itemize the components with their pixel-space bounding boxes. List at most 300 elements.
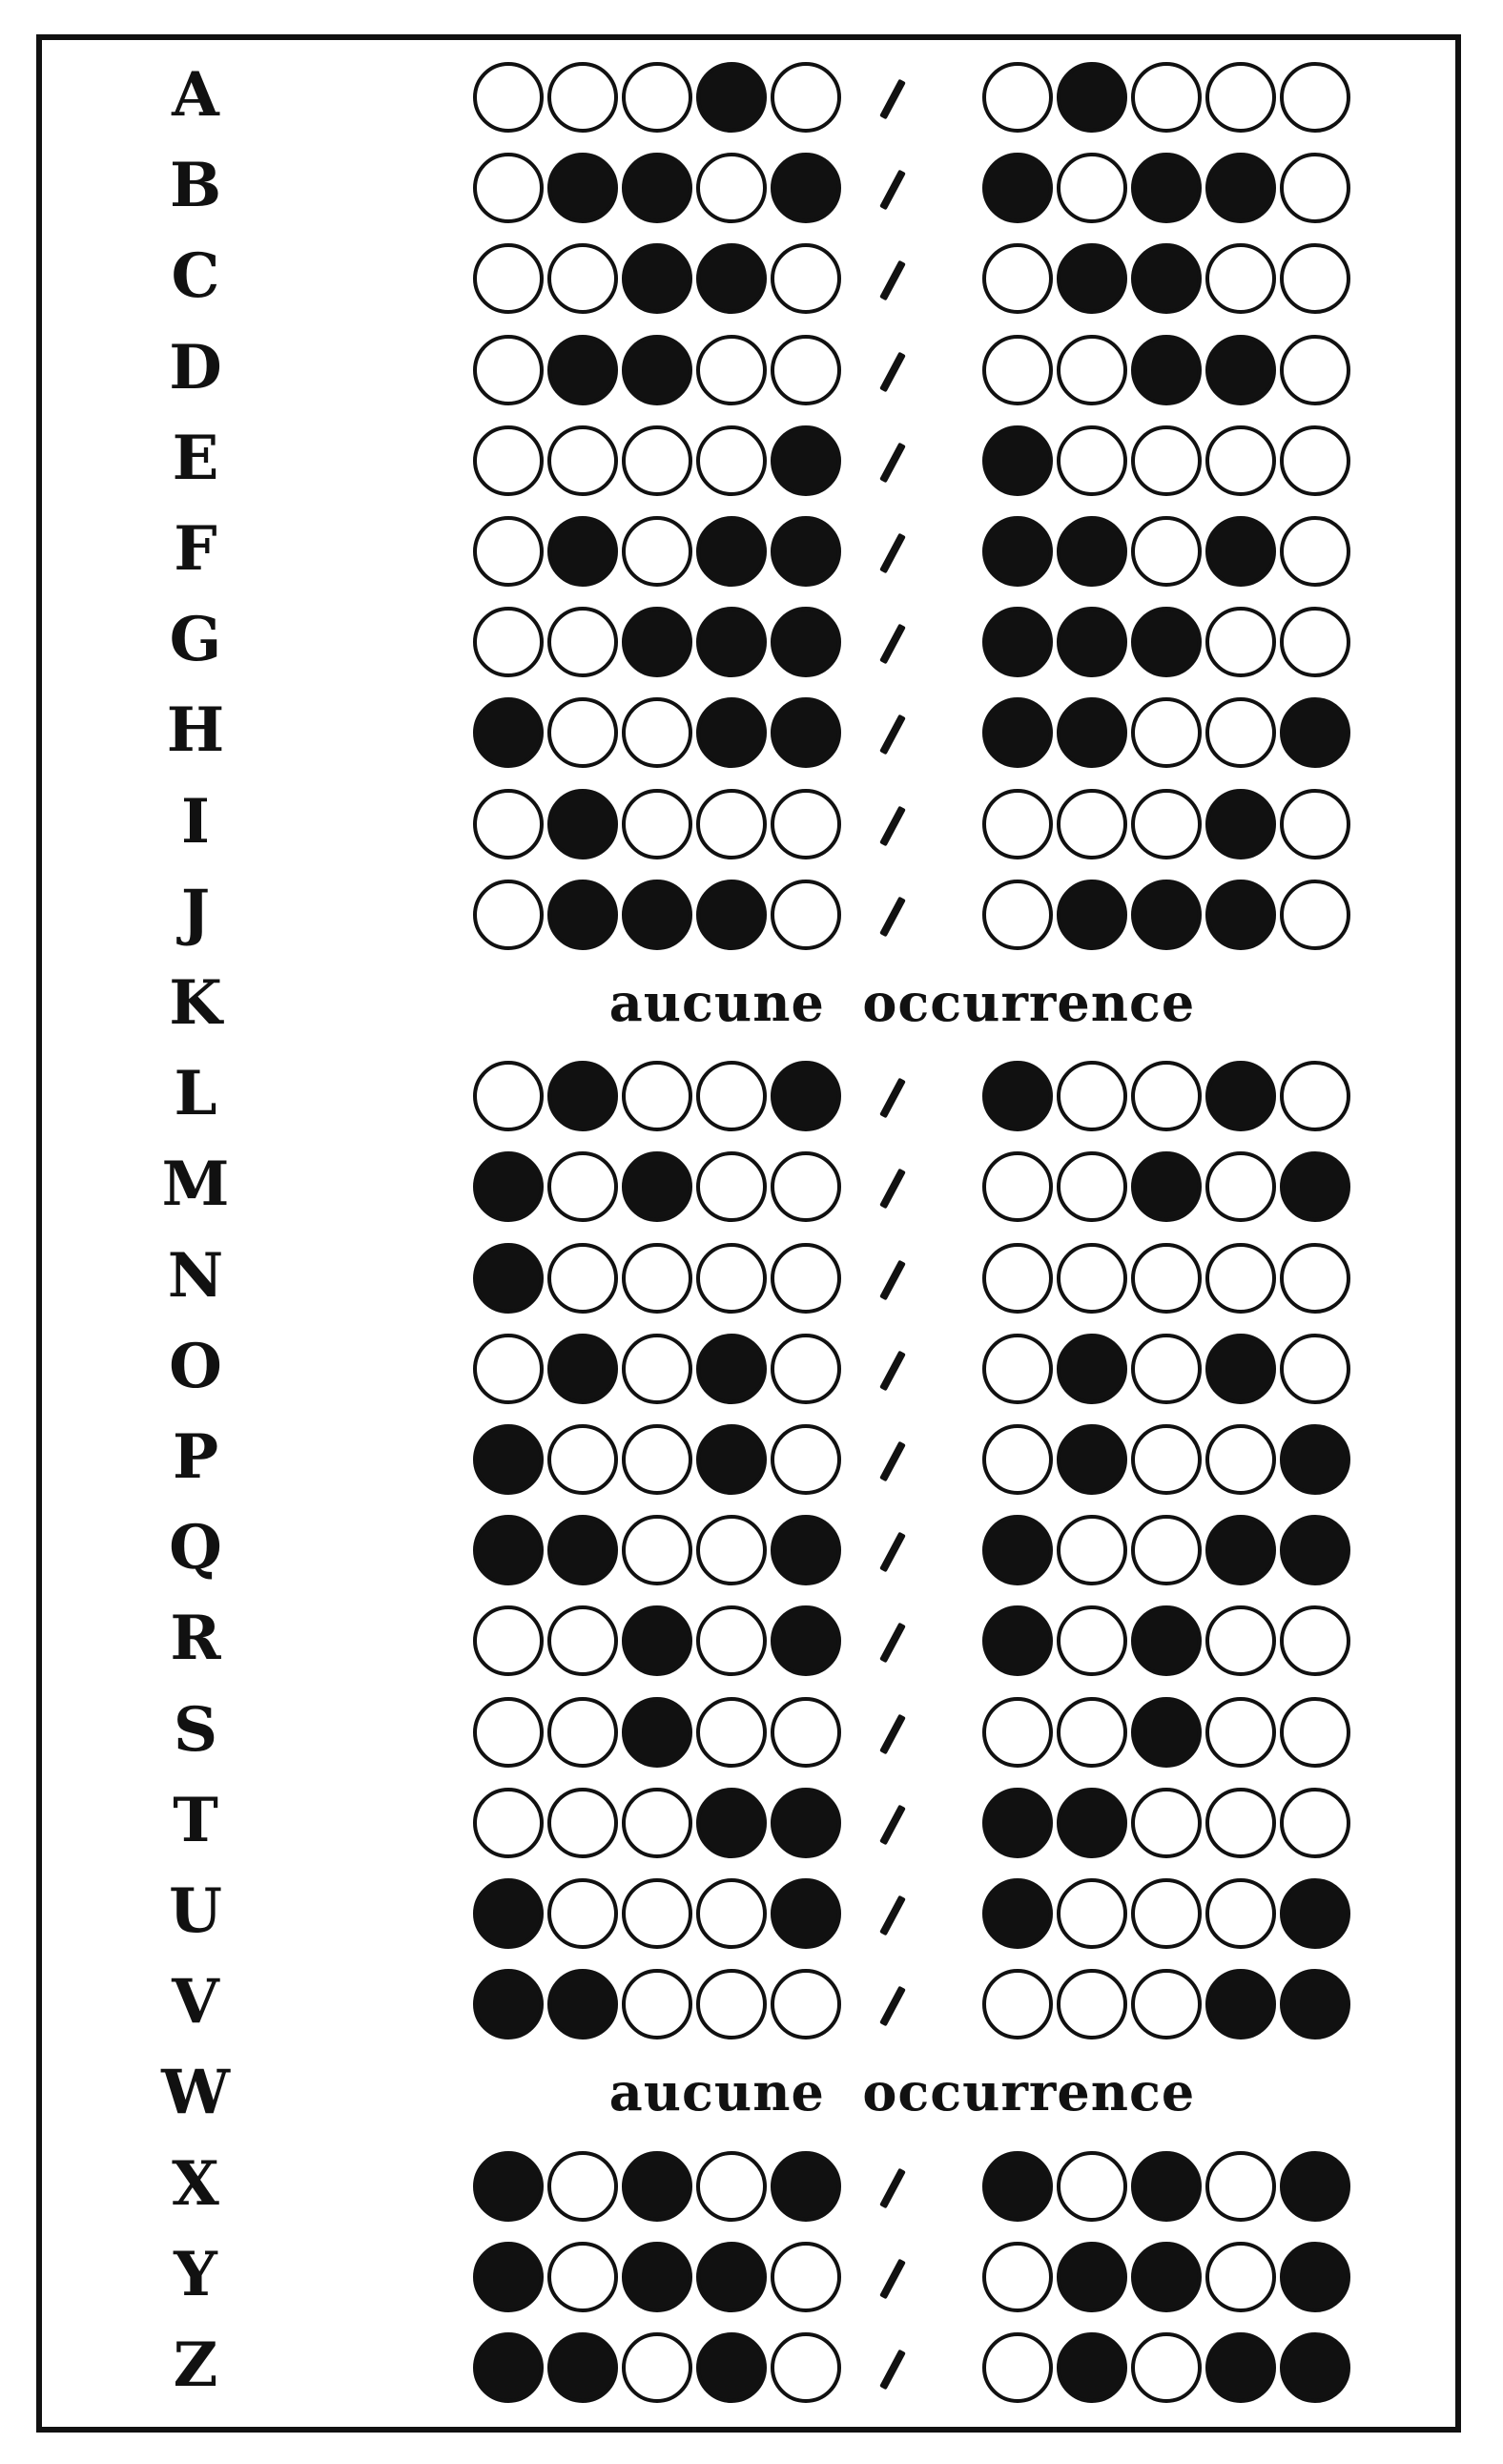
empty-dot bbox=[1057, 1605, 1127, 1676]
empty-dot bbox=[547, 1424, 618, 1495]
filled-dot bbox=[1205, 1969, 1276, 2040]
filled-dot bbox=[547, 1061, 618, 1131]
empty-dot bbox=[1131, 62, 1202, 133]
empty-dot bbox=[622, 1878, 692, 1949]
separator-slash bbox=[879, 1804, 906, 1845]
empty-dot bbox=[1280, 516, 1350, 587]
row-letter: L bbox=[174, 1058, 217, 1130]
empty-dot bbox=[982, 1151, 1053, 1222]
no-occurrence-note: aucune occurrence bbox=[608, 972, 1196, 1033]
separator-slash bbox=[879, 624, 906, 665]
empty-dot bbox=[1131, 1788, 1202, 1858]
filled-dot bbox=[1057, 2332, 1127, 2403]
filled-dot bbox=[1057, 243, 1127, 314]
empty-dot bbox=[771, 1697, 841, 1768]
empty-dot bbox=[1131, 1424, 1202, 1495]
separator-slash bbox=[879, 2167, 906, 2208]
filled-dot bbox=[696, 880, 767, 950]
table-row bbox=[0, 504, 1503, 594]
filled-dot bbox=[1205, 1334, 1276, 1404]
right-dot-pattern bbox=[982, 879, 1350, 947]
table-row bbox=[0, 1593, 1503, 1684]
right-dot-pattern bbox=[982, 1968, 1350, 2037]
separator-slash bbox=[879, 1350, 906, 1391]
filled-dot bbox=[1205, 2332, 1276, 2403]
filled-dot bbox=[473, 697, 544, 768]
row-letter: Q bbox=[169, 1512, 222, 1584]
empty-dot bbox=[547, 1878, 618, 1949]
table-row bbox=[0, 1866, 1503, 1957]
empty-dot bbox=[982, 1697, 1053, 1768]
filled-dot bbox=[1131, 153, 1202, 223]
row-letter: F bbox=[174, 513, 217, 585]
row-letter: M bbox=[161, 1149, 230, 1221]
table-row bbox=[0, 413, 1503, 504]
table-row bbox=[0, 2139, 1503, 2229]
empty-dot bbox=[1205, 1605, 1276, 1676]
table-row bbox=[0, 322, 1503, 413]
empty-dot bbox=[473, 62, 544, 133]
left-dot-pattern bbox=[473, 1242, 841, 1311]
empty-dot bbox=[771, 1424, 841, 1495]
separator-slash bbox=[879, 714, 906, 756]
empty-dot bbox=[1280, 1697, 1350, 1768]
filled-dot bbox=[473, 2242, 544, 2312]
empty-dot bbox=[1057, 1243, 1127, 1314]
filled-dot bbox=[696, 697, 767, 768]
empty-dot bbox=[696, 789, 767, 859]
empty-dot bbox=[1057, 2151, 1127, 2222]
filled-dot bbox=[771, 1878, 841, 1949]
filled-dot bbox=[696, 2242, 767, 2312]
empty-dot bbox=[771, 880, 841, 950]
empty-dot bbox=[1131, 425, 1202, 496]
table-row bbox=[0, 867, 1503, 958]
empty-dot bbox=[982, 880, 1053, 950]
filled-dot bbox=[1057, 607, 1127, 677]
separator-slash bbox=[879, 2258, 906, 2299]
table-row bbox=[0, 1048, 1503, 1139]
filled-dot bbox=[547, 153, 618, 223]
filled-dot bbox=[696, 62, 767, 133]
filled-dot bbox=[547, 1515, 618, 1585]
empty-dot bbox=[547, 1788, 618, 1858]
filled-dot bbox=[982, 425, 1053, 496]
empty-dot bbox=[1131, 2332, 1202, 2403]
empty-dot bbox=[622, 1788, 692, 1858]
filled-dot bbox=[622, 153, 692, 223]
empty-dot bbox=[1205, 2151, 1276, 2222]
filled-dot bbox=[1057, 1788, 1127, 1858]
empty-dot bbox=[622, 516, 692, 587]
separator-slash bbox=[879, 805, 906, 846]
right-dot-pattern bbox=[982, 788, 1350, 857]
left-dot-pattern bbox=[473, 1968, 841, 2037]
row-letter: W bbox=[161, 2057, 230, 2129]
filled-dot bbox=[982, 607, 1053, 677]
empty-dot bbox=[1205, 1424, 1276, 1495]
empty-dot bbox=[1131, 1878, 1202, 1949]
filled-dot bbox=[547, 1334, 618, 1404]
empty-dot bbox=[1205, 2242, 1276, 2312]
filled-dot bbox=[473, 1969, 544, 2040]
left-dot-pattern bbox=[473, 61, 841, 130]
empty-dot bbox=[696, 1061, 767, 1131]
right-dot-pattern bbox=[982, 696, 1350, 765]
empty-dot bbox=[622, 425, 692, 496]
filled-dot bbox=[982, 153, 1053, 223]
empty-dot bbox=[1057, 335, 1127, 405]
left-dot-pattern bbox=[473, 1150, 841, 1219]
empty-dot bbox=[1205, 1151, 1276, 1222]
right-dot-pattern bbox=[982, 1605, 1350, 1673]
empty-dot bbox=[473, 1697, 544, 1768]
filled-dot bbox=[982, 2151, 1053, 2222]
left-dot-pattern bbox=[473, 788, 841, 857]
filled-dot bbox=[982, 516, 1053, 587]
filled-dot bbox=[1131, 607, 1202, 677]
filled-dot bbox=[473, 1424, 544, 1495]
empty-dot bbox=[473, 789, 544, 859]
empty-dot bbox=[547, 2151, 618, 2222]
filled-dot bbox=[1057, 2242, 1127, 2312]
separator-slash bbox=[879, 1078, 906, 1119]
empty-dot bbox=[622, 1424, 692, 1495]
separator-slash bbox=[879, 1169, 906, 1210]
empty-dot bbox=[1280, 789, 1350, 859]
filled-dot bbox=[473, 1878, 544, 1949]
empty-dot bbox=[696, 1515, 767, 1585]
empty-dot bbox=[982, 243, 1053, 314]
empty-dot bbox=[1057, 1878, 1127, 1949]
table-row bbox=[0, 50, 1503, 140]
filled-dot bbox=[771, 607, 841, 677]
left-dot-pattern bbox=[473, 1514, 841, 1583]
table-row bbox=[0, 1139, 1503, 1230]
empty-dot bbox=[1280, 62, 1350, 133]
empty-dot bbox=[982, 789, 1053, 859]
separator-slash bbox=[879, 351, 906, 392]
empty-dot bbox=[1131, 1334, 1202, 1404]
separator-slash bbox=[879, 170, 906, 211]
separator-slash bbox=[879, 896, 906, 937]
row-letter: E bbox=[172, 422, 219, 494]
left-dot-pattern bbox=[473, 334, 841, 403]
empty-dot bbox=[1057, 1969, 1127, 2040]
filled-dot bbox=[1205, 880, 1276, 950]
empty-dot bbox=[473, 335, 544, 405]
row-letter: C bbox=[171, 240, 220, 313]
filled-dot bbox=[1131, 335, 1202, 405]
filled-dot bbox=[1057, 62, 1127, 133]
empty-dot bbox=[1205, 1697, 1276, 1768]
row-letter: D bbox=[169, 331, 222, 404]
right-dot-pattern bbox=[982, 152, 1350, 220]
left-dot-pattern bbox=[473, 1060, 841, 1128]
empty-dot bbox=[771, 62, 841, 133]
filled-dot bbox=[622, 1605, 692, 1676]
table-row bbox=[0, 958, 1503, 1048]
left-dot-pattern bbox=[473, 152, 841, 220]
filled-dot bbox=[622, 2242, 692, 2312]
empty-dot bbox=[1131, 697, 1202, 768]
empty-dot bbox=[473, 607, 544, 677]
empty-dot bbox=[1280, 880, 1350, 950]
empty-dot bbox=[696, 153, 767, 223]
right-dot-pattern bbox=[982, 1514, 1350, 1583]
empty-dot bbox=[982, 2332, 1053, 2403]
right-dot-pattern bbox=[982, 2331, 1350, 2400]
empty-dot bbox=[1057, 153, 1127, 223]
row-letter: B bbox=[169, 150, 222, 222]
filled-dot bbox=[1131, 243, 1202, 314]
separator-slash bbox=[879, 1441, 906, 1482]
table-row bbox=[0, 2320, 1503, 2411]
empty-dot bbox=[547, 1605, 618, 1676]
filled-dot bbox=[771, 516, 841, 587]
left-dot-pattern bbox=[473, 424, 841, 493]
empty-dot bbox=[1205, 697, 1276, 768]
filled-dot bbox=[1280, 2151, 1350, 2222]
empty-dot bbox=[473, 153, 544, 223]
filled-dot bbox=[1205, 153, 1276, 223]
empty-dot bbox=[696, 1697, 767, 1768]
filled-dot bbox=[696, 1334, 767, 1404]
empty-dot bbox=[473, 1788, 544, 1858]
filled-dot bbox=[473, 2151, 544, 2222]
left-dot-pattern bbox=[473, 515, 841, 584]
row-letter: U bbox=[169, 1875, 222, 1947]
filled-dot bbox=[696, 2332, 767, 2403]
separator-slash bbox=[879, 1532, 906, 1573]
left-dot-pattern bbox=[473, 1605, 841, 1673]
empty-dot bbox=[771, 1243, 841, 1314]
empty-dot bbox=[1205, 243, 1276, 314]
empty-dot bbox=[771, 1151, 841, 1222]
table-row bbox=[0, 1775, 1503, 1866]
empty-dot bbox=[696, 1605, 767, 1676]
left-dot-pattern bbox=[473, 1877, 841, 1946]
empty-dot bbox=[622, 1334, 692, 1404]
filled-dot bbox=[622, 2151, 692, 2222]
empty-dot bbox=[1057, 789, 1127, 859]
filled-dot bbox=[771, 697, 841, 768]
left-dot-pattern bbox=[473, 606, 841, 674]
row-letter: S bbox=[173, 1693, 218, 1766]
row-letter: N bbox=[167, 1239, 224, 1312]
empty-dot bbox=[696, 1151, 767, 1222]
left-dot-pattern bbox=[473, 2241, 841, 2309]
filled-dot bbox=[771, 2151, 841, 2222]
row-letter: I bbox=[181, 785, 210, 858]
table-row bbox=[0, 140, 1503, 231]
filled-dot bbox=[1280, 1151, 1350, 1222]
empty-dot bbox=[547, 62, 618, 133]
row-letter: V bbox=[172, 1966, 219, 2039]
right-dot-pattern bbox=[982, 1060, 1350, 1128]
empty-dot bbox=[1131, 1061, 1202, 1131]
filled-dot bbox=[1205, 1515, 1276, 1585]
empty-dot bbox=[622, 1061, 692, 1131]
separator-slash bbox=[879, 79, 906, 120]
table-row bbox=[0, 1231, 1503, 1321]
separator-slash bbox=[879, 1986, 906, 2027]
filled-dot bbox=[696, 607, 767, 677]
filled-dot bbox=[982, 1061, 1053, 1131]
empty-dot bbox=[547, 1697, 618, 1768]
empty-dot bbox=[1205, 1788, 1276, 1858]
empty-dot bbox=[622, 2332, 692, 2403]
filled-dot bbox=[1205, 516, 1276, 587]
table-row bbox=[0, 2047, 1503, 2138]
no-occurrence-note: aucune occurrence bbox=[608, 2061, 1196, 2123]
empty-dot bbox=[1057, 1515, 1127, 1585]
right-dot-pattern bbox=[982, 424, 1350, 493]
row-letter: A bbox=[172, 59, 219, 131]
empty-dot bbox=[771, 243, 841, 314]
separator-slash bbox=[879, 1895, 906, 1936]
empty-dot bbox=[547, 1151, 618, 1222]
row-letter: P bbox=[172, 1421, 219, 1493]
table-row bbox=[0, 231, 1503, 321]
empty-dot bbox=[771, 335, 841, 405]
empty-dot bbox=[982, 1243, 1053, 1314]
empty-dot bbox=[1205, 1878, 1276, 1949]
empty-dot bbox=[547, 425, 618, 496]
table-row bbox=[0, 776, 1503, 867]
empty-dot bbox=[982, 1969, 1053, 2040]
table-row bbox=[0, 2229, 1503, 2320]
empty-dot bbox=[1280, 335, 1350, 405]
filled-dot bbox=[982, 697, 1053, 768]
filled-dot bbox=[1131, 1605, 1202, 1676]
filled-dot bbox=[696, 1424, 767, 1495]
filled-dot bbox=[982, 1605, 1053, 1676]
filled-dot bbox=[547, 789, 618, 859]
left-dot-pattern bbox=[473, 2331, 841, 2400]
filled-dot bbox=[1131, 2242, 1202, 2312]
filled-dot bbox=[1280, 697, 1350, 768]
row-letter: X bbox=[172, 2147, 219, 2220]
empty-dot bbox=[1057, 425, 1127, 496]
empty-dot bbox=[473, 516, 544, 587]
right-dot-pattern bbox=[982, 1877, 1350, 1946]
empty-dot bbox=[982, 1334, 1053, 1404]
right-dot-pattern bbox=[982, 1696, 1350, 1765]
left-dot-pattern bbox=[473, 1787, 841, 1855]
separator-slash bbox=[879, 442, 906, 483]
filled-dot bbox=[982, 1878, 1053, 1949]
separator-slash bbox=[879, 1259, 906, 1300]
empty-dot bbox=[473, 1605, 544, 1676]
empty-dot bbox=[771, 1969, 841, 2040]
empty-dot bbox=[1205, 62, 1276, 133]
left-dot-pattern bbox=[473, 2150, 841, 2219]
row-letter: T bbox=[173, 1784, 218, 1856]
filled-dot bbox=[547, 2332, 618, 2403]
left-dot-pattern bbox=[473, 696, 841, 765]
filled-dot bbox=[1280, 1969, 1350, 2040]
right-dot-pattern bbox=[982, 1150, 1350, 1219]
empty-dot bbox=[1280, 1605, 1350, 1676]
left-dot-pattern bbox=[473, 1696, 841, 1765]
right-dot-pattern bbox=[982, 1423, 1350, 1492]
filled-dot bbox=[1057, 1334, 1127, 1404]
filled-dot bbox=[771, 425, 841, 496]
empty-dot bbox=[1205, 1243, 1276, 1314]
empty-dot bbox=[696, 425, 767, 496]
row-letter: Y bbox=[174, 2238, 217, 2310]
right-dot-pattern bbox=[982, 2150, 1350, 2219]
filled-dot bbox=[1280, 2242, 1350, 2312]
empty-dot bbox=[622, 697, 692, 768]
filled-dot bbox=[1205, 1061, 1276, 1131]
filled-dot bbox=[1205, 789, 1276, 859]
filled-dot bbox=[473, 2332, 544, 2403]
empty-dot bbox=[1057, 1061, 1127, 1131]
filled-dot bbox=[1131, 2151, 1202, 2222]
filled-dot bbox=[771, 1788, 841, 1858]
empty-dot bbox=[473, 425, 544, 496]
empty-dot bbox=[622, 1515, 692, 1585]
filled-dot bbox=[547, 516, 618, 587]
filled-dot bbox=[1131, 1151, 1202, 1222]
table-row bbox=[0, 1502, 1503, 1593]
empty-dot bbox=[696, 2151, 767, 2222]
right-dot-pattern bbox=[982, 61, 1350, 130]
filled-dot bbox=[696, 243, 767, 314]
empty-dot bbox=[696, 1969, 767, 2040]
filled-dot bbox=[1205, 335, 1276, 405]
right-dot-pattern bbox=[982, 1242, 1350, 1311]
empty-dot bbox=[473, 243, 544, 314]
empty-dot bbox=[1280, 1243, 1350, 1314]
empty-dot bbox=[622, 1243, 692, 1314]
empty-dot bbox=[1205, 607, 1276, 677]
row-letter: K bbox=[169, 967, 222, 1039]
empty-dot bbox=[547, 243, 618, 314]
filled-dot bbox=[1280, 1878, 1350, 1949]
empty-dot bbox=[1131, 516, 1202, 587]
filled-dot bbox=[1057, 880, 1127, 950]
separator-slash bbox=[879, 2350, 906, 2391]
filled-dot bbox=[771, 1515, 841, 1585]
left-dot-pattern bbox=[473, 242, 841, 311]
empty-dot bbox=[547, 607, 618, 677]
empty-dot bbox=[547, 1243, 618, 1314]
empty-dot bbox=[771, 2242, 841, 2312]
filled-dot bbox=[771, 1061, 841, 1131]
separator-slash bbox=[879, 1713, 906, 1754]
right-dot-pattern bbox=[982, 242, 1350, 311]
filled-dot bbox=[622, 335, 692, 405]
row-letter: R bbox=[170, 1603, 221, 1675]
row-letter: G bbox=[169, 604, 222, 676]
empty-dot bbox=[771, 1334, 841, 1404]
filled-dot bbox=[622, 1697, 692, 1768]
empty-dot bbox=[1057, 1151, 1127, 1222]
empty-dot bbox=[1280, 607, 1350, 677]
empty-dot bbox=[982, 1424, 1053, 1495]
empty-dot bbox=[1057, 1697, 1127, 1768]
table-row bbox=[0, 1957, 1503, 2047]
table-row bbox=[0, 1685, 1503, 1775]
empty-dot bbox=[771, 2332, 841, 2403]
empty-dot bbox=[622, 62, 692, 133]
empty-dot bbox=[473, 880, 544, 950]
empty-dot bbox=[982, 62, 1053, 133]
filled-dot bbox=[696, 516, 767, 587]
